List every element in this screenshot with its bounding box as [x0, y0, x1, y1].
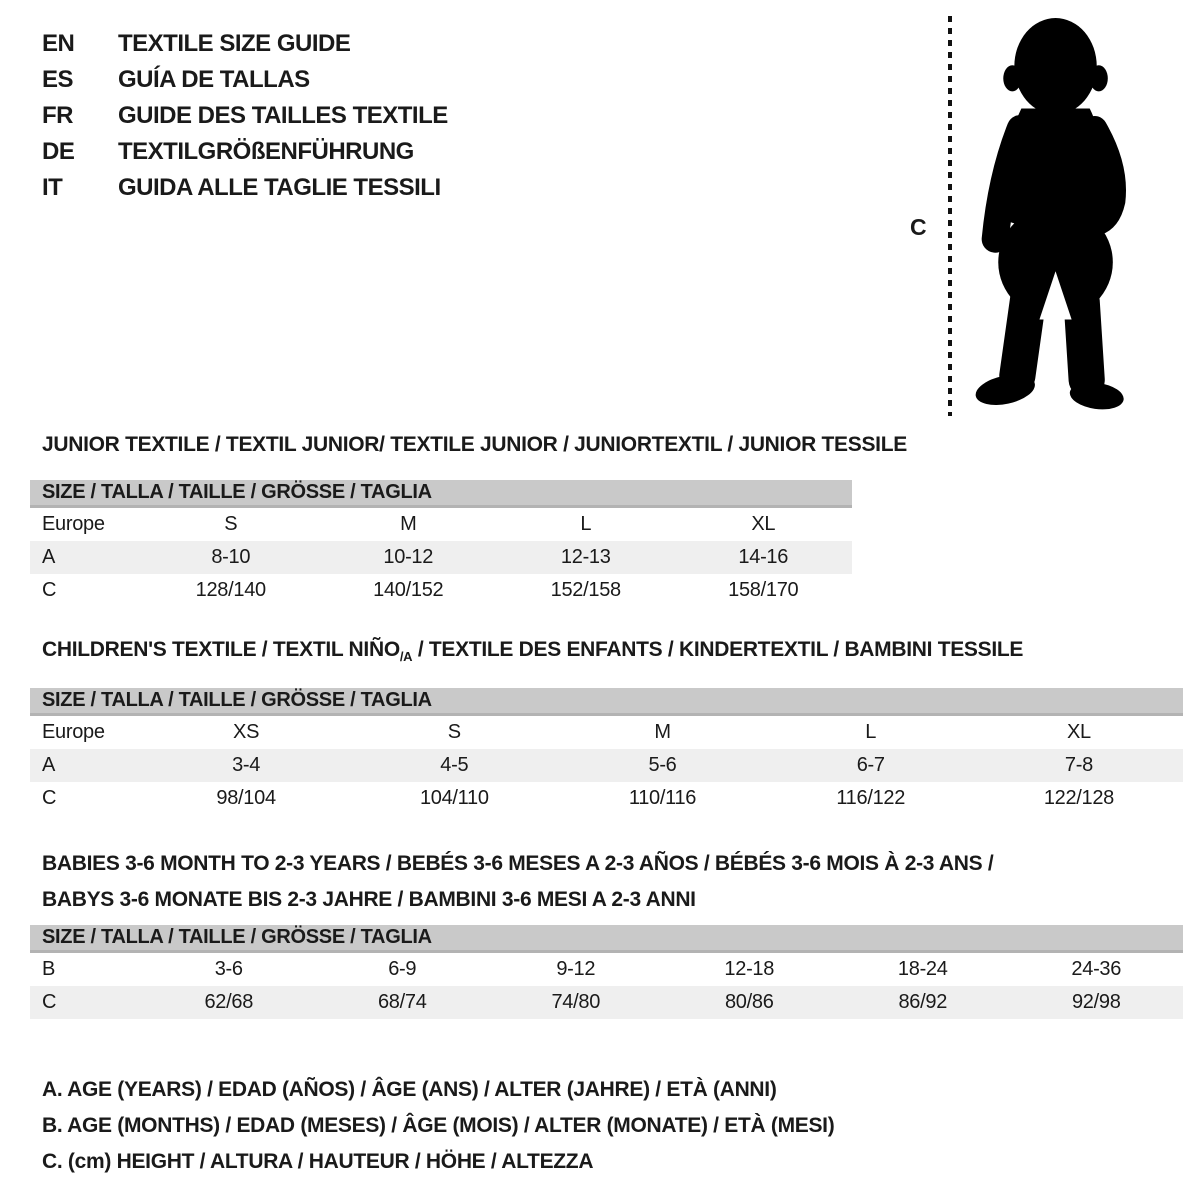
children-heading-pre: CHILDREN'S TEXTILE / TEXTIL NIÑO [42, 638, 400, 661]
table-row [30, 782, 1183, 815]
size-cell: XL [1066, 721, 1091, 743]
row-label: Europe [42, 721, 105, 743]
size-cell: 12-13 [560, 546, 611, 568]
table-row [30, 986, 1183, 1019]
row-label: B [42, 958, 56, 980]
language-title-block [42, 26, 448, 206]
size-cell: 92/98 [1071, 991, 1121, 1013]
table-row [30, 716, 1183, 749]
size-cell: 3-4 [232, 754, 261, 776]
size-cell: 122/128 [1043, 787, 1115, 809]
guide-title: GUIDE DES TAILLES TEXTILE [118, 102, 448, 129]
height-measure-line [948, 16, 952, 416]
size-cell: S [447, 721, 461, 743]
legend-line-a: A. AGE (YEARS) / EDAD (AÑOS) / ÂGE (ANS) / ALTER (JAHRE) / ETÀ (ANNI) [42, 1078, 777, 1101]
size-cell: 7-8 [1064, 754, 1093, 776]
babies-heading-line1: BABIES 3-6 MONTH TO 2-3 YEARS / BEBÉS 3-6 MESES A 2-3 AÑOS / BÉBÉS 3-6 MOIS À 2-3 ANS / [42, 852, 994, 875]
size-cell: 24-36 [1071, 958, 1122, 980]
size-cell: 86/92 [898, 991, 948, 1013]
size-cell: 128/140 [195, 579, 266, 601]
size-cell: M [654, 721, 671, 743]
children-heading-sub: /A [399, 649, 413, 665]
table-row [30, 508, 852, 541]
guide-title: TEXTILGRÖßENFÜHRUNG [118, 138, 414, 165]
children-heading-post: / TEXTILE DES ENFANTS / KINDERTEXTIL / BAMBINI TESSILE [412, 638, 1024, 661]
size-header-label: SIZE / TALLA / TAILLE / GRÖSSE / TAGLIA [42, 481, 432, 503]
size-cell: 6-9 [388, 958, 417, 980]
size-cell: 14-16 [738, 546, 789, 568]
language-code: EN [42, 30, 75, 57]
size-cell: L [865, 721, 877, 743]
height-measure-label: C [910, 214, 927, 240]
language-code: FR [42, 102, 73, 129]
size-cell: XS [233, 721, 260, 743]
size-cell: 140/152 [373, 579, 444, 601]
table-row [30, 749, 1183, 782]
size-cell: 74/80 [551, 991, 601, 1013]
size-cell: 80/86 [724, 991, 774, 1013]
size-cell: S [224, 513, 238, 535]
language-code: IT [42, 174, 63, 201]
table-row [30, 541, 852, 574]
language-code: DE [42, 138, 75, 165]
junior-size-table [30, 480, 852, 607]
size-cell: 158/170 [728, 579, 799, 601]
size-header-band [30, 925, 1183, 953]
legend-line-c: C. (cm) HEIGHT / ALTURA / HAUTEUR / HÖHE / ALTEZZA [42, 1150, 594, 1173]
size-cell: 116/122 [836, 787, 906, 809]
guide-title: GUÍA DE TALLAS [118, 66, 310, 93]
size-cell: 8-10 [211, 546, 251, 568]
language-row-es [42, 62, 448, 98]
babies-heading-line2: BABYS 3-6 MONATE BIS 2-3 JAHRE / BAMBINI 3-6 MESI A 2-3 ANNI [42, 888, 696, 911]
row-label: A [42, 754, 56, 776]
size-cell: 10-12 [383, 546, 434, 568]
size-cell: 104/110 [419, 787, 489, 809]
guide-title: TEXTILE SIZE GUIDE [118, 30, 351, 57]
size-cell: 110/116 [628, 787, 697, 809]
guide-title: GUIDA ALLE TAGLIE TESSILI [118, 174, 441, 201]
size-cell: 98/104 [216, 787, 276, 809]
size-cell: M [400, 513, 417, 535]
size-cell: 5-6 [648, 754, 677, 776]
size-cell: 12-18 [724, 958, 775, 980]
row-label: C [42, 991, 57, 1013]
size-header-label: SIZE / TALLA / TAILLE / GRÖSSE / TAGLIA [42, 689, 432, 711]
language-row-en [42, 26, 448, 62]
language-row-it [42, 170, 448, 206]
legend-block [42, 1072, 834, 1180]
size-header-band [30, 688, 1183, 716]
row-label: Europe [42, 513, 105, 535]
size-header-label: SIZE / TALLA / TAILLE / GRÖSSE / TAGLIA [42, 926, 432, 948]
size-cell: 18-24 [897, 958, 948, 980]
table-row [30, 953, 1183, 986]
table-row [30, 574, 852, 607]
babies-size-table [30, 925, 1183, 1019]
language-code: ES [42, 66, 74, 93]
size-cell: 3-6 [214, 958, 243, 980]
language-row-fr [42, 98, 448, 134]
size-cell: 4-5 [440, 754, 469, 776]
row-label: C [42, 579, 57, 601]
children-size-table [30, 688, 1183, 815]
size-cell: 62/68 [204, 991, 254, 1013]
size-cell: 6-7 [856, 754, 885, 776]
toddler-silhouette-icon [962, 14, 1134, 416]
language-row-de [42, 134, 448, 170]
babies-section-heading [42, 846, 993, 918]
children-section-heading [42, 638, 1023, 669]
junior-section-heading: JUNIOR TEXTILE / TEXTIL JUNIOR/ TEXTILE JUNIOR / JUNIORTEXTIL / JUNIOR TESSILE [42, 433, 907, 456]
size-cell: 9-12 [556, 958, 596, 980]
row-label: A [42, 546, 56, 568]
size-cell: XL [751, 513, 776, 535]
size-cell: 68/74 [377, 991, 427, 1013]
size-header-band [30, 480, 852, 508]
legend-line-b: B. AGE (MONTHS) / EDAD (MESES) / ÂGE (MOIS) / ALTER (MONATE) / ETÀ (MESI) [42, 1114, 835, 1137]
row-label: C [42, 787, 57, 809]
size-cell: L [580, 513, 592, 535]
size-cell: 152/158 [550, 579, 621, 601]
